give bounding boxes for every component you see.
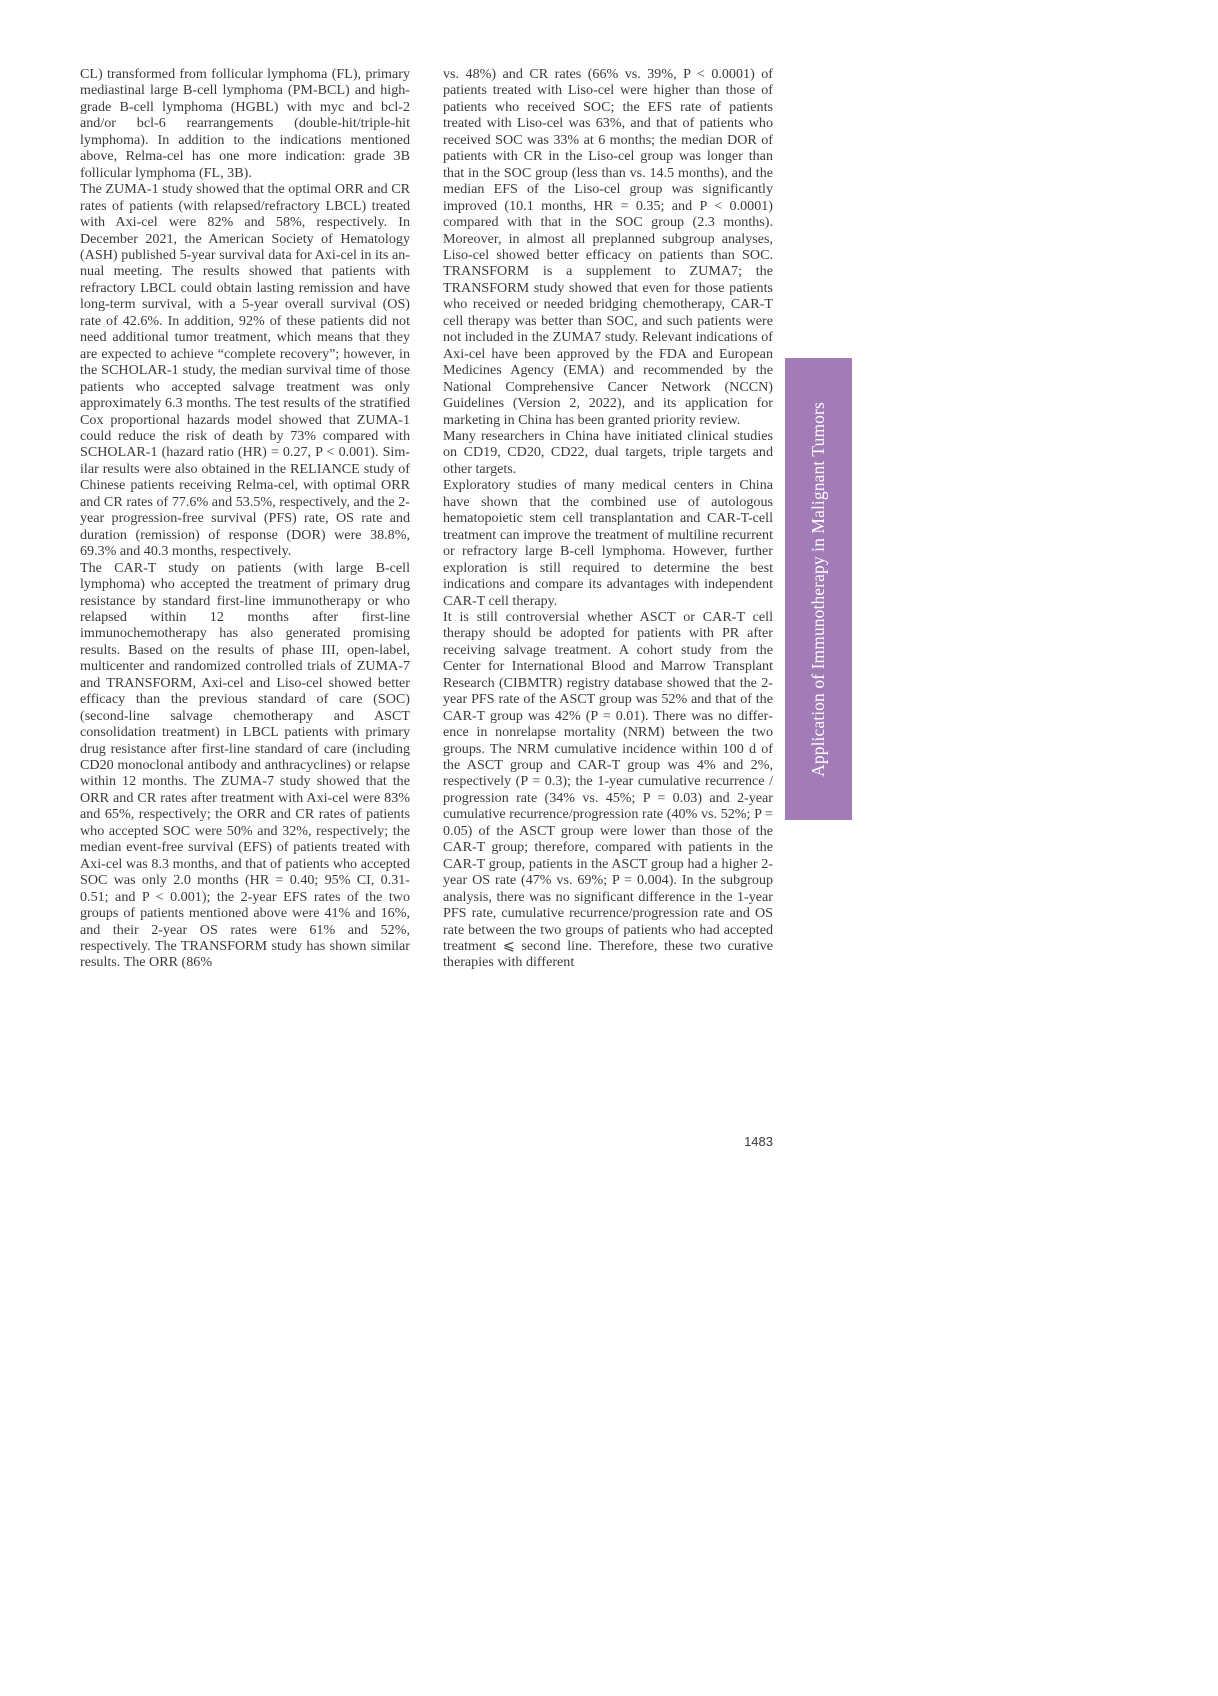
side-tab-label: Application of Immunotherapy in Malignant Tumors (808, 401, 829, 777)
right-paragraph-2: Many researchers in China have initiated clinical studies on CD19, CD20, CD22, dual targets, triple targets and other targets. (443, 427, 773, 477)
left-paragraph-2: The ZUMA-1 study showed that the optimal ORR and CR rates of patients (with relapsed/refractory LBCL) treated with Axi-cel were 82% and 58%, respectively. In December 2021, the American Society of Hematology (ASH) published 5-year survival data for Axi-cel in its annual meeting. The results showed that patients with refractory LBCL could obtain lasting remission and have long-term survival, with a 5-year overall survival (OS) rate of 42.6%. In addition, 92% of these patients did not need additional tumor treatment, which means that they are expected to achieve “complete recovery”; however, in the SCHOLAR-1 study, the median survival time of those patients who accepted salvage treatment was only approximately 6.3 months. The test results of the stratified Cox proportional hazards model showed that ZUMA-1 could reduce the risk of death by 73% compared with SCHOLAR-1 (hazard ratio (HR) = 0.27, P < 0.001). Similar results were also obtained in the RELIANCE study of Chinese patients receiving Relma-cel, with optimal ORR and CR rates of 77.6% and 53.5%, respectively, and the 2-year progression-free survival (PFS) rate, OS rate and duration (remission) of response (DOR) were 38.8%, 69.3% and 40.3 months, respectively. (80, 181, 410, 560)
left-text-column (80, 66, 410, 971)
right-text-column (443, 66, 773, 971)
left-paragraph-3: The CAR-T study on patients (with large B-cell lymphoma) who accepted the treatment of primary drug resistance by standard first-line immunotherapy or who relapsed within 12 months after first-line immunochemotherapy has also generated promising results. Based on the results of phase III, open-label, multicenter and randomized controlled trials of ZUMA-7 and TRANSFORM, Axi-cel and Liso-cel showed better efficacy than the previous standard of care (SOC) (second-line salvage chemotherapy and ASCT consolidation treatment) in LBCL patients with primary drug resistance after first-line standard of care (including CD20 monoclonal antibody and anthracyclines) or relapse within 12 months. The ZUMA-7 study showed that the ORR and CR rates after treatment with Axi-cel were 83% and 65%, respectively; the ORR and CR rates of patients who accepted SOC were 50% and 32%, respectively; the median event-free survival (EFS) of patients treated with Axi-cel was 8.3 months, and that of patients who accepted SOC was only 2.0 months (HR = 0.40; 95% CI, 0.31-0.51; and P < 0.001); the 2-year EFS rates of the two groups of patients mentioned above were 41% and 16%, and their 2-year OS rates were 61% and 52%, respectively. The TRANSFORM study has shown similar results. The ORR (86% (80, 559, 410, 971)
page-number: 1483 (744, 1134, 773, 1149)
right-paragraph-1: vs. 48%) and CR rates (66% vs. 39%, P < 0.0001) of patients treated with Liso-cel were higher than those of patients who received SOC; the EFS rate of patients treated with Liso-cel was 63%, and that of patients who received SOC was 33% at 6 months; the median DOR of patients with CR in the Liso-cel group was longer than that in the SOC group (less than vs. 14.5 months), and the median EFS of the Liso-cel group was significantly improved (10.1 months, HR = 0.35; and P < 0.0001) compared with that in the SOC group (2.3 months). Moreover, in almost all preplanned subgroup analyses, Liso-cel showed better efficacy on patients than SOC. TRANSFORM is a supplement to ZUMA7; the TRANSFORM study showed that even for those patients who received or needed bridging chemotherapy, CAR-T cell therapy was better than SOC, and such patients were not included in the ZUMA7 study. Relevant indications of Axi-cel have been approved by the FDA and European Medicines Agency (EMA) and recommended by the National Comprehensive Cancer Network (NCCN) Guidelines (Version 2, 2022), and its application for marketing in China has been granted priority review. (443, 66, 773, 428)
section-side-tab (785, 358, 852, 820)
right-paragraph-4: It is still controversial whether ASCT or CAR-T cell therapy should be adopted for patients with PR after receiving salvage treatment. A cohort study from the Center for International Blood and Marrow Transplant Research (CIBMTR) registry database showed that the 2-year PFS rate of the ASCT group was 52% and that of the CAR-T group was 42% (P = 0.01). There was no difference in nonrelapse mortality (NRM) between the two groups. The NRM cumulative incidence within 100 d of the ASCT group and CAR-T group was 4% and 2%, respectively (P = 0.3); the 1-year cumulative recurrence / progression rate (34% vs. 45%; P = 0.03) and 2-year cumulative recurrence/progression rate (40% vs. 52%; P = 0.05) of the ASCT group were lower than those of the CAR-T group; therefore, compared with patients in the CAR-T group, patients in the ASCT group had a higher 2-year OS rate (47% vs. 69%; P = 0.004). In the subgroup analysis, there was no significant difference in the 1-year PFS rate, cumulative recurrence/progression rate and OS rate between the two groups of patients who had accepted treatment ⩽ second line. Therefore, these two curative therapies with different (443, 608, 773, 971)
left-paragraph-1: CL) transformed from follicular lymphoma (FL), primary mediastinal large B-cell lymphoma (PM-BCL) and high-grade B-cell lymphoma (HGBL) with myc and bcl-2 and/or bcl-6 rearrangements (double-hit/triple-hit lymphoma). In addition to the indications mentioned above, Relma-cel has one more indication: grade 3B follicular lymphoma (FL, 3B). (80, 66, 410, 181)
right-paragraph-3: Exploratory studies of many medical centers in China have shown that the combined use of autologous hematopoietic stem cell transplantation and CAR-T-cell treatment can improve the treatment of multiline recurrent or refractory large B-cell lymphoma. However, further exploration is still required to determine the best indications and compare its advantages with independent CAR-T cell therapy. (443, 477, 773, 609)
